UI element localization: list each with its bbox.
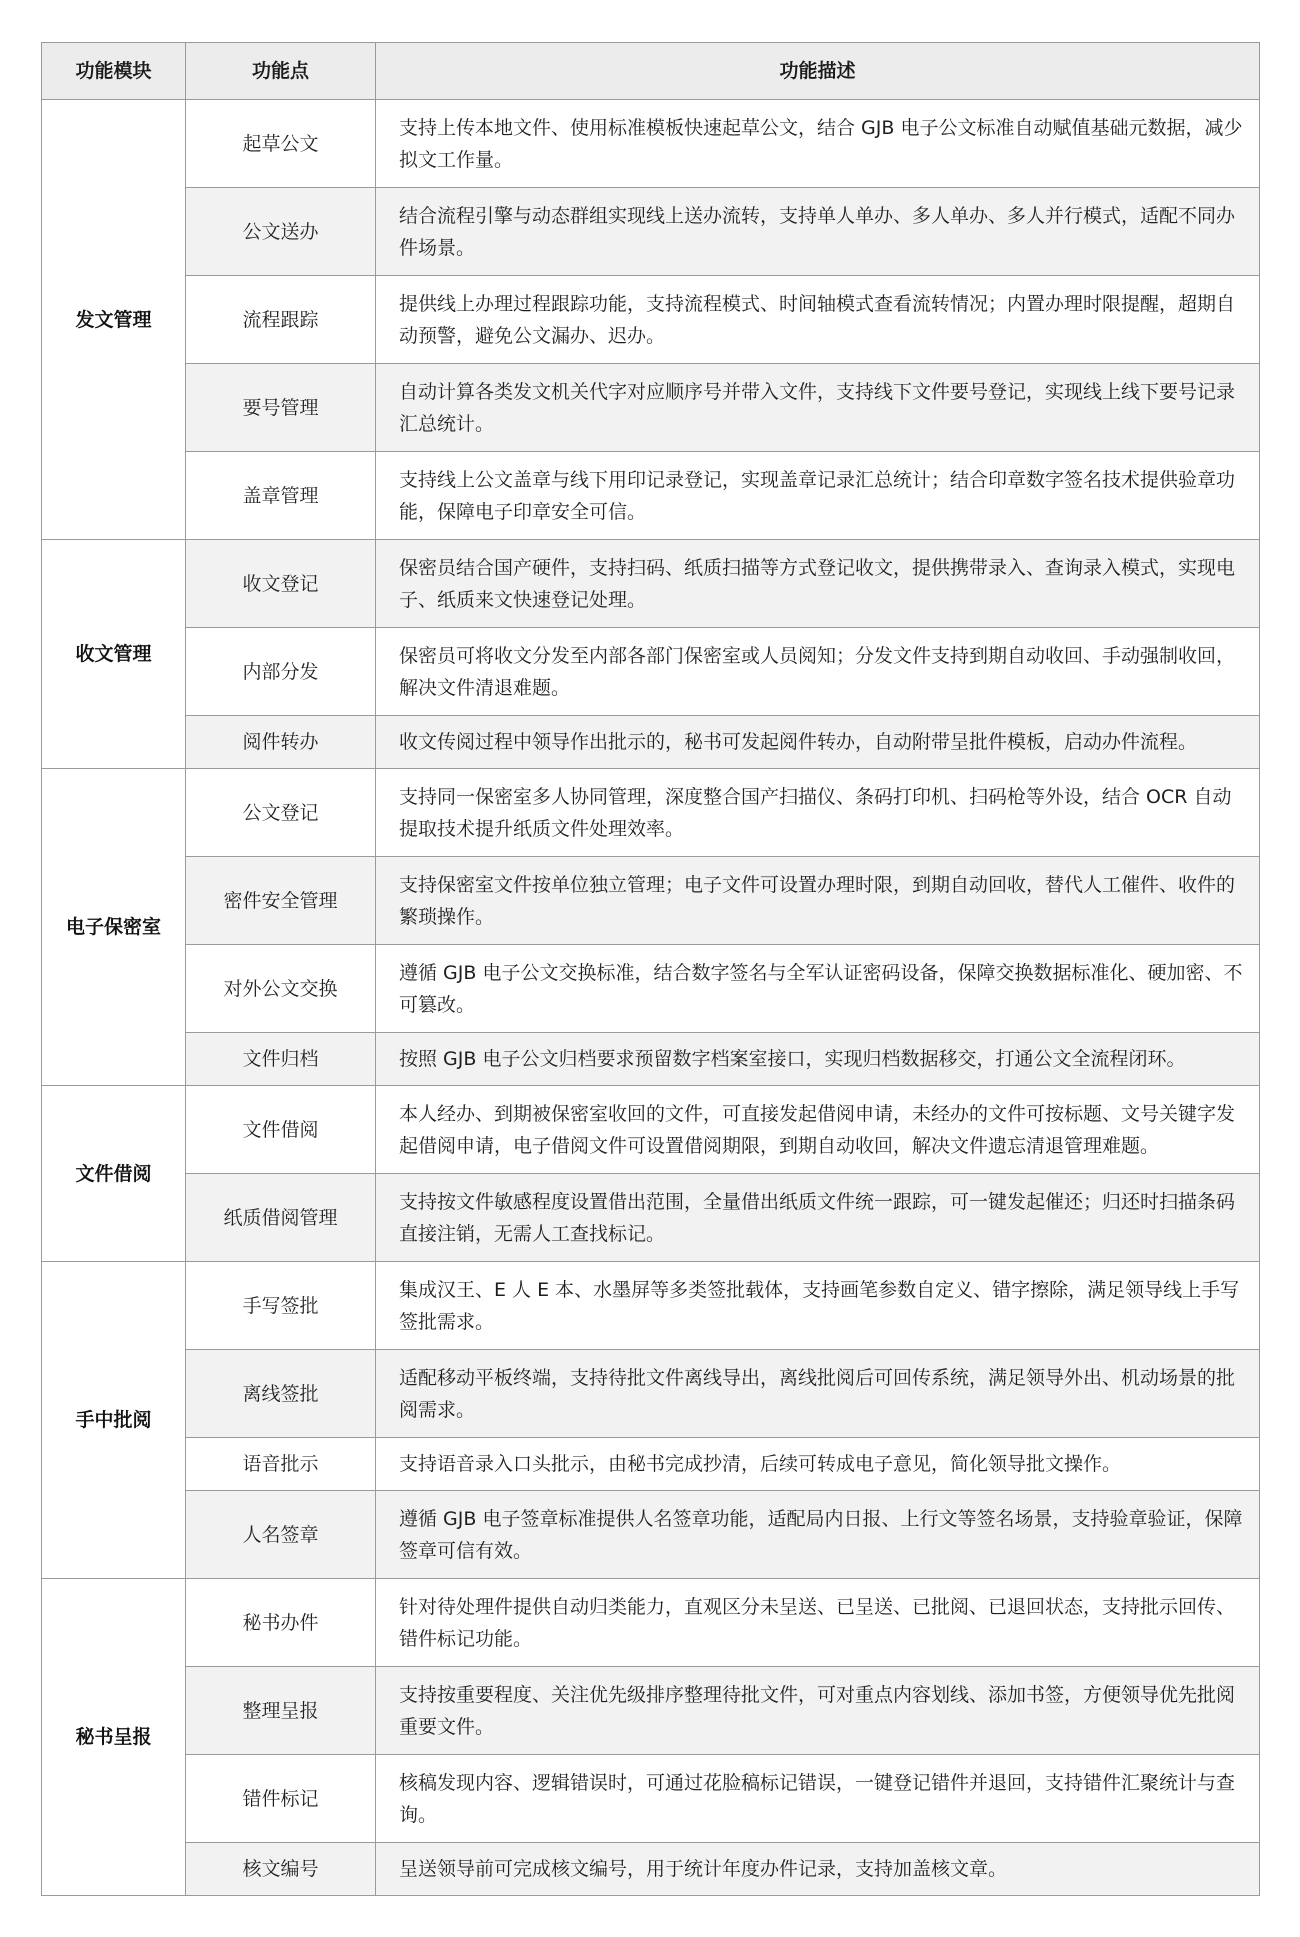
table-row bbox=[42, 1579, 1260, 1667]
function-desc-cell: 支持保密室文件按单位独立管理；电子文件可设置办理时限，到期自动回收，替代人工催件、收件的繁琐操作。 bbox=[376, 857, 1260, 945]
function-point-cell: 核文编号 bbox=[186, 1843, 376, 1896]
function-desc-cell: 收文传阅过程中领导作出批示的，秘书可发起阅件转办，自动附带呈批件模板，启动办件流程。 bbox=[376, 716, 1260, 769]
function-point-cell: 纸质借阅管理 bbox=[186, 1174, 376, 1262]
function-point-cell: 密件安全管理 bbox=[186, 857, 376, 945]
table-row bbox=[42, 1033, 1260, 1086]
function-point-cell: 盖章管理 bbox=[186, 452, 376, 540]
module-cell: 秘书呈报 bbox=[42, 1579, 186, 1896]
function-point-cell: 公文登记 bbox=[186, 769, 376, 857]
function-table bbox=[41, 42, 1260, 1896]
function-desc-cell: 支持同一保密室多人协同管理，深度整合国产扫描仪、条码打印机、扫码枪等外设，结合 OCR 自动提取技术提升纸质文件处理效率。 bbox=[376, 769, 1260, 857]
function-desc-cell: 遵循 GJB 电子签章标准提供人名签章功能，适配局内日报、上行文等签名场景，支持验章验证，保障签章可信有效。 bbox=[376, 1491, 1260, 1579]
function-point-cell: 阅件转办 bbox=[186, 716, 376, 769]
function-desc-cell: 按照 GJB 电子公文归档要求预留数字档案室接口，实现归档数据移交，打通公文全流程闭环。 bbox=[376, 1033, 1260, 1086]
function-desc-cell: 呈送领导前可完成核文编号，用于统计年度办件记录，支持加盖核文章。 bbox=[376, 1843, 1260, 1896]
function-point-cell: 秘书办件 bbox=[186, 1579, 376, 1667]
module-cell: 电子保密室 bbox=[42, 769, 186, 1086]
table-row bbox=[42, 1438, 1260, 1491]
function-point-cell: 文件借阅 bbox=[186, 1086, 376, 1174]
table-row bbox=[42, 1755, 1260, 1843]
function-point-cell: 对外公文交换 bbox=[186, 945, 376, 1033]
function-desc-cell: 提供线上办理过程跟踪功能，支持流程模式、时间轴模式查看流转情况；内置办理时限提醒，超期自动预警，避免公文漏办、迟办。 bbox=[376, 276, 1260, 364]
function-point-cell: 公文送办 bbox=[186, 188, 376, 276]
header-desc: 功能描述 bbox=[376, 43, 1260, 100]
table-row bbox=[42, 1262, 1260, 1350]
table-row bbox=[42, 540, 1260, 628]
table-row bbox=[42, 769, 1260, 857]
function-desc-cell: 支持线上公文盖章与线下用印记录登记，实现盖章记录汇总统计；结合印章数字签名技术提供验章功能，保障电子印章安全可信。 bbox=[376, 452, 1260, 540]
table-row bbox=[42, 1086, 1260, 1174]
table-row bbox=[42, 1174, 1260, 1262]
function-point-cell: 要号管理 bbox=[186, 364, 376, 452]
function-desc-cell: 支持上传本地文件、使用标准模板快速起草公文，结合 GJB 电子公文标准自动赋值基础元数据，减少拟文工作量。 bbox=[376, 100, 1260, 188]
header-point: 功能点 bbox=[186, 43, 376, 100]
table-row bbox=[42, 364, 1260, 452]
function-point-cell: 整理呈报 bbox=[186, 1667, 376, 1755]
function-point-cell: 起草公文 bbox=[186, 100, 376, 188]
table-header-row bbox=[42, 43, 1260, 100]
function-desc-cell: 核稿发现内容、逻辑错误时，可通过花脸稿标记错误，一键登记错件并退回，支持错件汇聚统计与查询。 bbox=[376, 1755, 1260, 1843]
table-row bbox=[42, 628, 1260, 716]
function-desc-cell: 支持按文件敏感程度设置借出范围，全量借出纸质文件统一跟踪，可一键发起催还；归还时扫描条码直接注销，无需人工查找标记。 bbox=[376, 1174, 1260, 1262]
function-desc-cell: 本人经办、到期被保密室收回的文件，可直接发起借阅申请，未经办的文件可按标题、文号关键字发起借阅申请，电子借阅文件可设置借阅期限，到期自动收回，解决文件遗忘清退管理难题。 bbox=[376, 1086, 1260, 1174]
function-desc-cell: 自动计算各类发文机关代字对应顺序号并带入文件，支持线下文件要号登记，实现线上线下要号记录汇总统计。 bbox=[376, 364, 1260, 452]
table-row bbox=[42, 716, 1260, 769]
module-cell: 收文管理 bbox=[42, 540, 186, 769]
module-cell: 手中批阅 bbox=[42, 1262, 186, 1579]
table-row bbox=[42, 945, 1260, 1033]
table-row bbox=[42, 1843, 1260, 1896]
table-row bbox=[42, 1350, 1260, 1438]
table-row bbox=[42, 100, 1260, 188]
module-cell: 文件借阅 bbox=[42, 1086, 186, 1262]
header-module: 功能模块 bbox=[42, 43, 186, 100]
function-point-cell: 收文登记 bbox=[186, 540, 376, 628]
function-desc-cell: 保密员可将收文分发至内部各部门保密室或人员阅知；分发文件支持到期自动收回、手动强制收回，解决文件清退难题。 bbox=[376, 628, 1260, 716]
function-desc-cell: 针对待处理件提供自动归类能力，直观区分未呈送、已呈送、已批阅、已退回状态，支持批示回传、错件标记功能。 bbox=[376, 1579, 1260, 1667]
table-row bbox=[42, 188, 1260, 276]
function-point-cell: 文件归档 bbox=[186, 1033, 376, 1086]
function-desc-cell: 保密员结合国产硬件，支持扫码、纸质扫描等方式登记收文，提供携带录入、查询录入模式，实现电子、纸质来文快速登记处理。 bbox=[376, 540, 1260, 628]
table-row bbox=[42, 452, 1260, 540]
table-row bbox=[42, 1667, 1260, 1755]
function-point-cell: 错件标记 bbox=[186, 1755, 376, 1843]
module-cell: 发文管理 bbox=[42, 100, 186, 540]
function-point-cell: 人名签章 bbox=[186, 1491, 376, 1579]
function-point-cell: 流程跟踪 bbox=[186, 276, 376, 364]
function-desc-cell: 结合流程引擎与动态群组实现线上送办流转，支持单人单办、多人单办、多人并行模式，适配不同办件场景。 bbox=[376, 188, 1260, 276]
function-point-cell: 语音批示 bbox=[186, 1438, 376, 1491]
function-desc-cell: 支持按重要程度、关注优先级排序整理待批文件，可对重点内容划线、添加书签，方便领导优先批阅重要文件。 bbox=[376, 1667, 1260, 1755]
function-desc-cell: 集成汉王、E 人 E 本、水墨屏等多类签批载体，支持画笔参数自定义、错字擦除，满足领导线上手写签批需求。 bbox=[376, 1262, 1260, 1350]
function-point-cell: 手写签批 bbox=[186, 1262, 376, 1350]
function-desc-cell: 遵循 GJB 电子公文交换标准，结合数字签名与全军认证密码设备，保障交换数据标准化、硬加密、不可篡改。 bbox=[376, 945, 1260, 1033]
table-row bbox=[42, 1491, 1260, 1579]
table-row bbox=[42, 276, 1260, 364]
function-desc-cell: 适配移动平板终端，支持待批文件离线导出，离线批阅后可回传系统，满足领导外出、机动场景的批阅需求。 bbox=[376, 1350, 1260, 1438]
table-body bbox=[42, 100, 1260, 1896]
function-point-cell: 离线签批 bbox=[186, 1350, 376, 1438]
function-desc-cell: 支持语音录入口头批示，由秘书完成抄清，后续可转成电子意见，简化领导批文操作。 bbox=[376, 1438, 1260, 1491]
table-row bbox=[42, 857, 1260, 945]
function-point-cell: 内部分发 bbox=[186, 628, 376, 716]
